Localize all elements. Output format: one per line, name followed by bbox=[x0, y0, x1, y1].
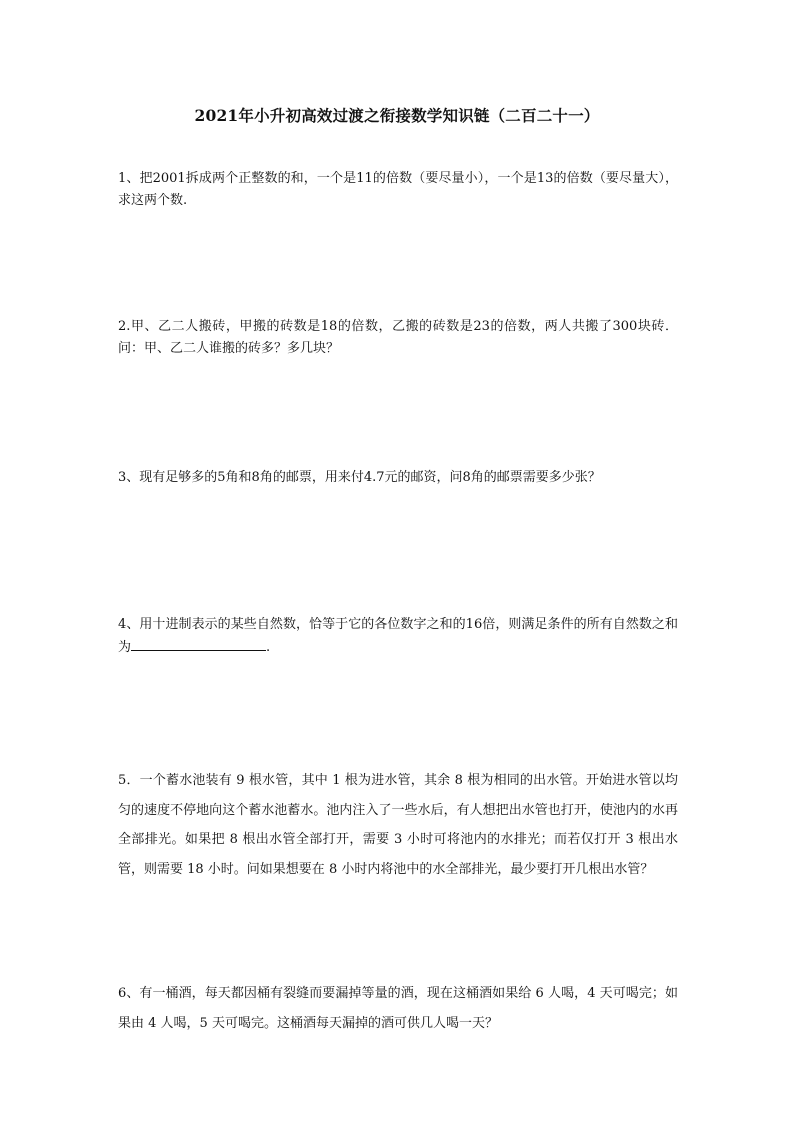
answer-blank[interactable] bbox=[131, 636, 266, 651]
problem-1: 1、把2001拆成两个正整数的和，一个是11的倍数（要尽量小），一个是13的倍数（要尽量大），求这两个数. bbox=[118, 171, 678, 208]
problem-4 bbox=[118, 614, 678, 659]
problem-3: 3、现有足够多的5角和8角的邮票，用来付4.7元的邮资，问8角的邮票需要多少张？ bbox=[118, 470, 601, 485]
problem-6: 6、有一桶酒，每天都因桶有裂缝而要漏掉等量的酒，现在这桶酒如果给 6 人喝，4 天可喝完；如果由 4 人喝，5 天可喝完。这桶酒每天漏掉的酒可供几人喝一天？ bbox=[118, 986, 678, 1031]
problem-2: 2.甲、乙二人搬砖，甲搬的砖数是18的倍数，乙搬的砖数是23的倍数，两人共搬了300块砖．问：甲、乙二人谁搬的砖多？多几块？ bbox=[118, 319, 678, 356]
problem-5: 5．一个蓄水池装有 9 根水管，其中 1 根为进水管，其余 8 根为相同的出水管。开始进水管以均匀的速度不停地向这个蓄水池蓄水。池内注入了一些水后，有人想把出水管也打开，使池内的水再全部排光。如果把 8 根出水管全部打开，需要 3 小时可将池内的水排光；而若仅打开 3 根出水管，则需要 18 小时。问如果想要在 8 小时内将池中的水全部排光，最少要打开几根出水管？ bbox=[118, 773, 678, 877]
problem-4-text: 4、用十进制表示的某些自然数，恰等于它的各位数字之和的16倍，则满足条件的所有自然数之和为 bbox=[118, 617, 678, 655]
problem-4-period: . bbox=[266, 640, 271, 655]
page-title: 2021年小升初高效过渡之衔接数学知识链（二百二十一） bbox=[194, 106, 600, 125]
